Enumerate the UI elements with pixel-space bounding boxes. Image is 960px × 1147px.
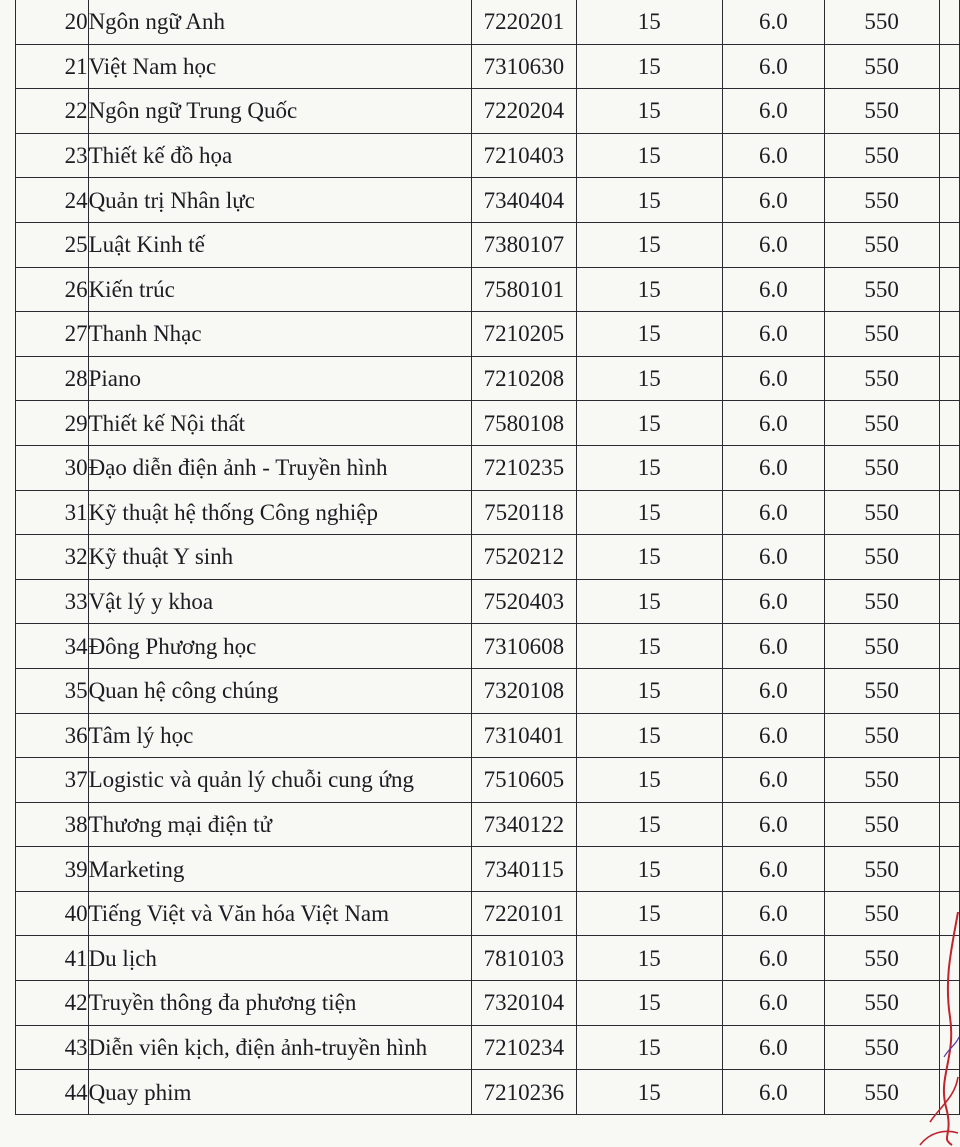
toeic-score: 550 <box>824 312 939 357</box>
ielts-score: 6.0 <box>722 981 824 1026</box>
ielts-score: 6.0 <box>722 1025 824 1070</box>
major-code: 7310608 <box>472 624 576 669</box>
ielts-score: 6.0 <box>722 713 824 758</box>
min-score: 15 <box>576 0 722 44</box>
table-row <box>16 267 960 312</box>
ielts-score: 6.0 <box>722 624 824 669</box>
major-code: 7810103 <box>472 936 576 981</box>
min-score: 15 <box>576 891 722 936</box>
cut-off-column <box>939 535 959 580</box>
toeic-score: 550 <box>824 847 939 892</box>
major-name: Đạo diễn điện ảnh - Truyền hình <box>88 445 472 490</box>
major-code: 7320104 <box>472 981 576 1026</box>
row-number: 20 <box>16 0 89 44</box>
min-score: 15 <box>576 178 722 223</box>
major-code: 7210205 <box>472 312 576 357</box>
cut-off-column <box>939 802 959 847</box>
row-number: 34 <box>16 624 89 669</box>
table-row <box>16 0 960 44</box>
ielts-score: 6.0 <box>722 356 824 401</box>
row-number: 44 <box>16 1070 89 1115</box>
row-number: 41 <box>16 936 89 981</box>
table-row <box>16 891 960 936</box>
major-name: Quay phim <box>88 1070 472 1115</box>
cut-off-column <box>939 936 959 981</box>
cut-off-column <box>939 847 959 892</box>
major-name: Piano <box>88 356 472 401</box>
ielts-score: 6.0 <box>722 668 824 713</box>
min-score: 15 <box>576 445 722 490</box>
toeic-score: 550 <box>824 89 939 134</box>
row-number: 22 <box>16 89 89 134</box>
cut-off-column <box>939 490 959 535</box>
min-score: 15 <box>576 490 722 535</box>
major-code: 7580108 <box>472 401 576 446</box>
table-row <box>16 936 960 981</box>
min-score: 15 <box>576 802 722 847</box>
row-number: 23 <box>16 133 89 178</box>
major-name: Du lịch <box>88 936 472 981</box>
ielts-score: 6.0 <box>722 222 824 267</box>
major-code: 7520212 <box>472 535 576 580</box>
major-code: 7580101 <box>472 267 576 312</box>
min-score: 15 <box>576 133 722 178</box>
major-code: 7520118 <box>472 490 576 535</box>
major-name: Đông Phương học <box>88 624 472 669</box>
row-number: 33 <box>16 579 89 624</box>
min-score: 15 <box>576 713 722 758</box>
min-score: 15 <box>576 981 722 1026</box>
table-row <box>16 133 960 178</box>
min-score: 15 <box>576 624 722 669</box>
min-score: 15 <box>576 267 722 312</box>
major-name: Tâm lý học <box>88 713 472 758</box>
toeic-score: 550 <box>824 713 939 758</box>
major-name: Truyền thông đa phương tiện <box>88 981 472 1026</box>
row-number: 37 <box>16 758 89 803</box>
ielts-score: 6.0 <box>722 1070 824 1115</box>
row-number: 40 <box>16 891 89 936</box>
table-row <box>16 713 960 758</box>
major-name: Kỹ thuật hệ thống Công nghiệp <box>88 490 472 535</box>
table-row <box>16 981 960 1026</box>
toeic-score: 550 <box>824 624 939 669</box>
major-code: 7210208 <box>472 356 576 401</box>
major-code: 7310401 <box>472 713 576 758</box>
table-row <box>16 624 960 669</box>
table-row <box>16 1070 960 1115</box>
table-row <box>16 847 960 892</box>
ielts-score: 6.0 <box>722 847 824 892</box>
major-code: 7210236 <box>472 1070 576 1115</box>
cut-off-column <box>939 0 959 44</box>
cut-off-column <box>939 1025 959 1070</box>
major-code: 7210403 <box>472 133 576 178</box>
table-row <box>16 44 960 89</box>
major-code: 7210235 <box>472 445 576 490</box>
major-name: Thương mại điện tử <box>88 802 472 847</box>
major-name: Việt Nam học <box>88 44 472 89</box>
major-name: Kiến trúc <box>88 267 472 312</box>
cut-off-column <box>939 267 959 312</box>
major-code: 7320108 <box>472 668 576 713</box>
table-body <box>16 0 960 1114</box>
row-number: 30 <box>16 445 89 490</box>
ielts-score: 6.0 <box>722 89 824 134</box>
min-score: 15 <box>576 936 722 981</box>
ielts-score: 6.0 <box>722 891 824 936</box>
cut-off-column <box>939 1070 959 1115</box>
major-code: 7220204 <box>472 89 576 134</box>
major-code: 7340122 <box>472 802 576 847</box>
table-row <box>16 178 960 223</box>
min-score: 15 <box>576 535 722 580</box>
row-number: 28 <box>16 356 89 401</box>
major-name: Quan hệ công chúng <box>88 668 472 713</box>
toeic-score: 550 <box>824 758 939 803</box>
row-number: 29 <box>16 401 89 446</box>
major-name: Quản trị Nhân lực <box>88 178 472 223</box>
major-code: 7380107 <box>472 222 576 267</box>
cut-off-column <box>939 445 959 490</box>
cut-off-column <box>939 89 959 134</box>
cut-off-column <box>939 356 959 401</box>
table-row <box>16 1025 960 1070</box>
min-score: 15 <box>576 579 722 624</box>
min-score: 15 <box>576 668 722 713</box>
row-number: 43 <box>16 1025 89 1070</box>
major-name: Thanh Nhạc <box>88 312 472 357</box>
min-score: 15 <box>576 44 722 89</box>
table-row <box>16 758 960 803</box>
ielts-score: 6.0 <box>722 936 824 981</box>
row-number: 24 <box>16 178 89 223</box>
toeic-score: 550 <box>824 267 939 312</box>
min-score: 15 <box>576 847 722 892</box>
min-score: 15 <box>576 222 722 267</box>
major-name: Ngôn ngữ Trung Quốc <box>88 89 472 134</box>
cut-off-column <box>939 44 959 89</box>
major-name: Tiếng Việt và Văn hóa Việt Nam <box>88 891 472 936</box>
ielts-score: 6.0 <box>722 401 824 446</box>
toeic-score: 550 <box>824 0 939 44</box>
table-row <box>16 312 960 357</box>
ielts-score: 6.0 <box>722 445 824 490</box>
major-name: Diễn viên kịch, điện ảnh-truyền hình <box>88 1025 472 1070</box>
toeic-score: 550 <box>824 891 939 936</box>
min-score: 15 <box>576 356 722 401</box>
row-number: 35 <box>16 668 89 713</box>
ielts-score: 6.0 <box>722 312 824 357</box>
row-number: 39 <box>16 847 89 892</box>
major-code: 7340115 <box>472 847 576 892</box>
cut-off-column <box>939 758 959 803</box>
major-code: 7220201 <box>472 0 576 44</box>
major-name: Vật lý y khoa <box>88 579 472 624</box>
admission-score-table <box>15 0 960 1115</box>
table-row <box>16 445 960 490</box>
toeic-score: 550 <box>824 535 939 580</box>
table-row <box>16 356 960 401</box>
cut-off-column <box>939 668 959 713</box>
toeic-score: 550 <box>824 668 939 713</box>
toeic-score: 550 <box>824 579 939 624</box>
min-score: 15 <box>576 89 722 134</box>
cut-off-column <box>939 312 959 357</box>
major-code: 7210234 <box>472 1025 576 1070</box>
toeic-score: 550 <box>824 222 939 267</box>
row-number: 27 <box>16 312 89 357</box>
table-row <box>16 802 960 847</box>
row-number: 32 <box>16 535 89 580</box>
major-code: 7310630 <box>472 44 576 89</box>
cut-off-column <box>939 624 959 669</box>
ielts-score: 6.0 <box>722 178 824 223</box>
row-number: 38 <box>16 802 89 847</box>
row-number: 21 <box>16 44 89 89</box>
ielts-score: 6.0 <box>722 44 824 89</box>
major-name: Luật Kinh tế <box>88 222 472 267</box>
cut-off-column <box>939 133 959 178</box>
toeic-score: 550 <box>824 445 939 490</box>
table-row <box>16 89 960 134</box>
cut-off-column <box>939 579 959 624</box>
min-score: 15 <box>576 1070 722 1115</box>
min-score: 15 <box>576 1025 722 1070</box>
major-code: 7220101 <box>472 891 576 936</box>
toeic-score: 550 <box>824 44 939 89</box>
major-name: Kỹ thuật Y sinh <box>88 535 472 580</box>
major-code: 7340404 <box>472 178 576 223</box>
table-row <box>16 668 960 713</box>
min-score: 15 <box>576 758 722 803</box>
major-name: Thiết kế đồ họa <box>88 133 472 178</box>
ielts-score: 6.0 <box>722 802 824 847</box>
table-row <box>16 579 960 624</box>
toeic-score: 550 <box>824 401 939 446</box>
toeic-score: 550 <box>824 133 939 178</box>
row-number: 26 <box>16 267 89 312</box>
row-number: 42 <box>16 981 89 1026</box>
toeic-score: 550 <box>824 936 939 981</box>
ielts-score: 6.0 <box>722 535 824 580</box>
table-row <box>16 222 960 267</box>
ielts-score: 6.0 <box>722 758 824 803</box>
major-name: Thiết kế Nội thất <box>88 401 472 446</box>
major-code: 7510605 <box>472 758 576 803</box>
major-name: Ngôn ngữ Anh <box>88 0 472 44</box>
toeic-score: 550 <box>824 178 939 223</box>
min-score: 15 <box>576 312 722 357</box>
row-number: 25 <box>16 222 89 267</box>
toeic-score: 550 <box>824 802 939 847</box>
cut-off-column <box>939 178 959 223</box>
ielts-score: 6.0 <box>722 490 824 535</box>
ielts-score: 6.0 <box>722 579 824 624</box>
cut-off-column <box>939 981 959 1026</box>
toeic-score: 550 <box>824 490 939 535</box>
major-name: Logistic và quản lý chuỗi cung ứng <box>88 758 472 803</box>
min-score: 15 <box>576 401 722 446</box>
cut-off-column <box>939 891 959 936</box>
ielts-score: 6.0 <box>722 267 824 312</box>
table-row <box>16 535 960 580</box>
toeic-score: 550 <box>824 1025 939 1070</box>
toeic-score: 550 <box>824 356 939 401</box>
cut-off-column <box>939 401 959 446</box>
ielts-score: 6.0 <box>722 133 824 178</box>
row-number: 36 <box>16 713 89 758</box>
toeic-score: 550 <box>824 981 939 1026</box>
table-row <box>16 401 960 446</box>
table-row <box>16 490 960 535</box>
ielts-score: 6.0 <box>722 0 824 44</box>
cut-off-column <box>939 713 959 758</box>
toeic-score: 550 <box>824 1070 939 1115</box>
row-number: 31 <box>16 490 89 535</box>
major-code: 7520403 <box>472 579 576 624</box>
major-name: Marketing <box>88 847 472 892</box>
cut-off-column <box>939 222 959 267</box>
